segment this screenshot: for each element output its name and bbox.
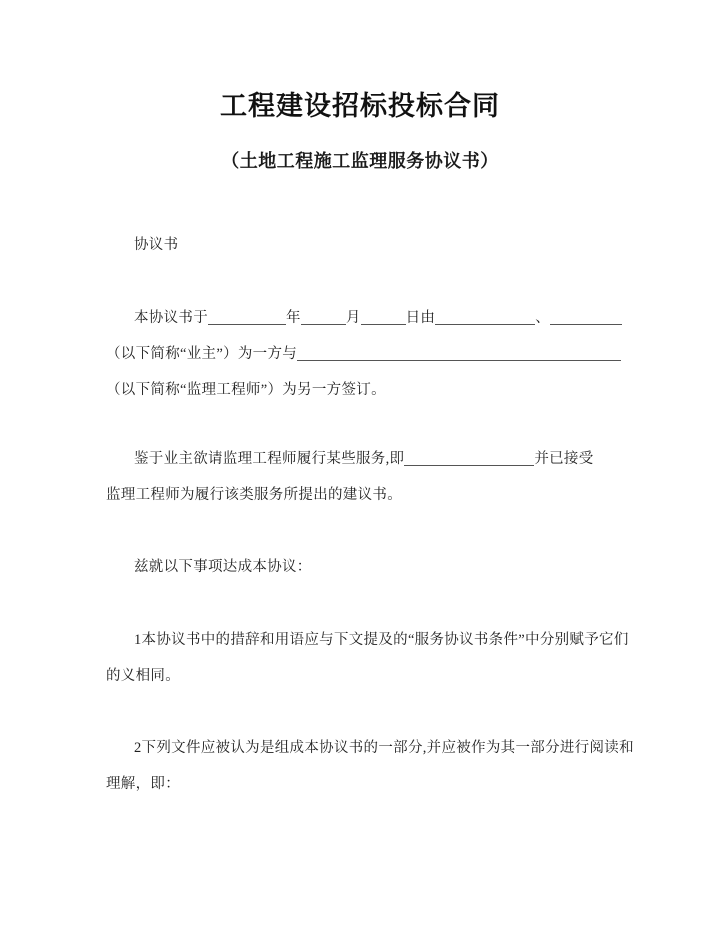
services-blank-field xyxy=(404,465,534,466)
month-blank-field xyxy=(301,324,346,325)
day-by-label: 日由 xyxy=(405,310,436,326)
engineer-party-line: （以下简称“监理工程师”）为另一方签订。 xyxy=(106,382,386,398)
month-label: 月 xyxy=(345,310,361,326)
counterparty-blank-field xyxy=(297,360,621,361)
whereas-lead-text: 鉴于业主欲请监理工程师履行某些服务,即 xyxy=(134,451,405,467)
document-title: 工程建设招标投标合同 xyxy=(220,91,500,122)
date-line xyxy=(134,310,622,326)
clause-1-line-2: 的义相同。 xyxy=(106,668,180,684)
hereby-line: 兹就以下事项达成本协议： xyxy=(134,559,312,575)
clause-2-line-1: 2下列文件应被认为是组成本协议书的一部分,并应被作为其一部分进行阅读和 xyxy=(134,740,634,756)
document-subtitle: （土地工程施工监理服务协议书） xyxy=(221,151,499,172)
party-a2-blank-field xyxy=(550,324,622,325)
year-blank-field xyxy=(208,324,286,325)
enumeration-comma: 、 xyxy=(535,310,551,326)
date-line-prefix: 本协议书于 xyxy=(134,310,208,326)
day-blank-field xyxy=(361,324,406,325)
whereas-line-1 xyxy=(134,451,594,467)
owner-party-text: （以下简称“业主”）为一方与 xyxy=(106,346,298,362)
agreement-heading: 协议书 xyxy=(134,237,179,253)
clause-1-line-1: 1本协议书中的措辞和用语应与下文提及的“服务协议书条件”中分别赋予它们 xyxy=(134,632,629,648)
party-a-blank-field xyxy=(435,324,535,325)
whereas-line-2: 监理工程师为履行该类服务所提出的建议书。 xyxy=(106,487,402,503)
clause-2-line-2: 理解，即： xyxy=(106,776,180,792)
year-label: 年 xyxy=(286,310,301,326)
owner-party-line xyxy=(106,346,621,362)
whereas-tail-text: 并已接受 xyxy=(534,451,594,467)
